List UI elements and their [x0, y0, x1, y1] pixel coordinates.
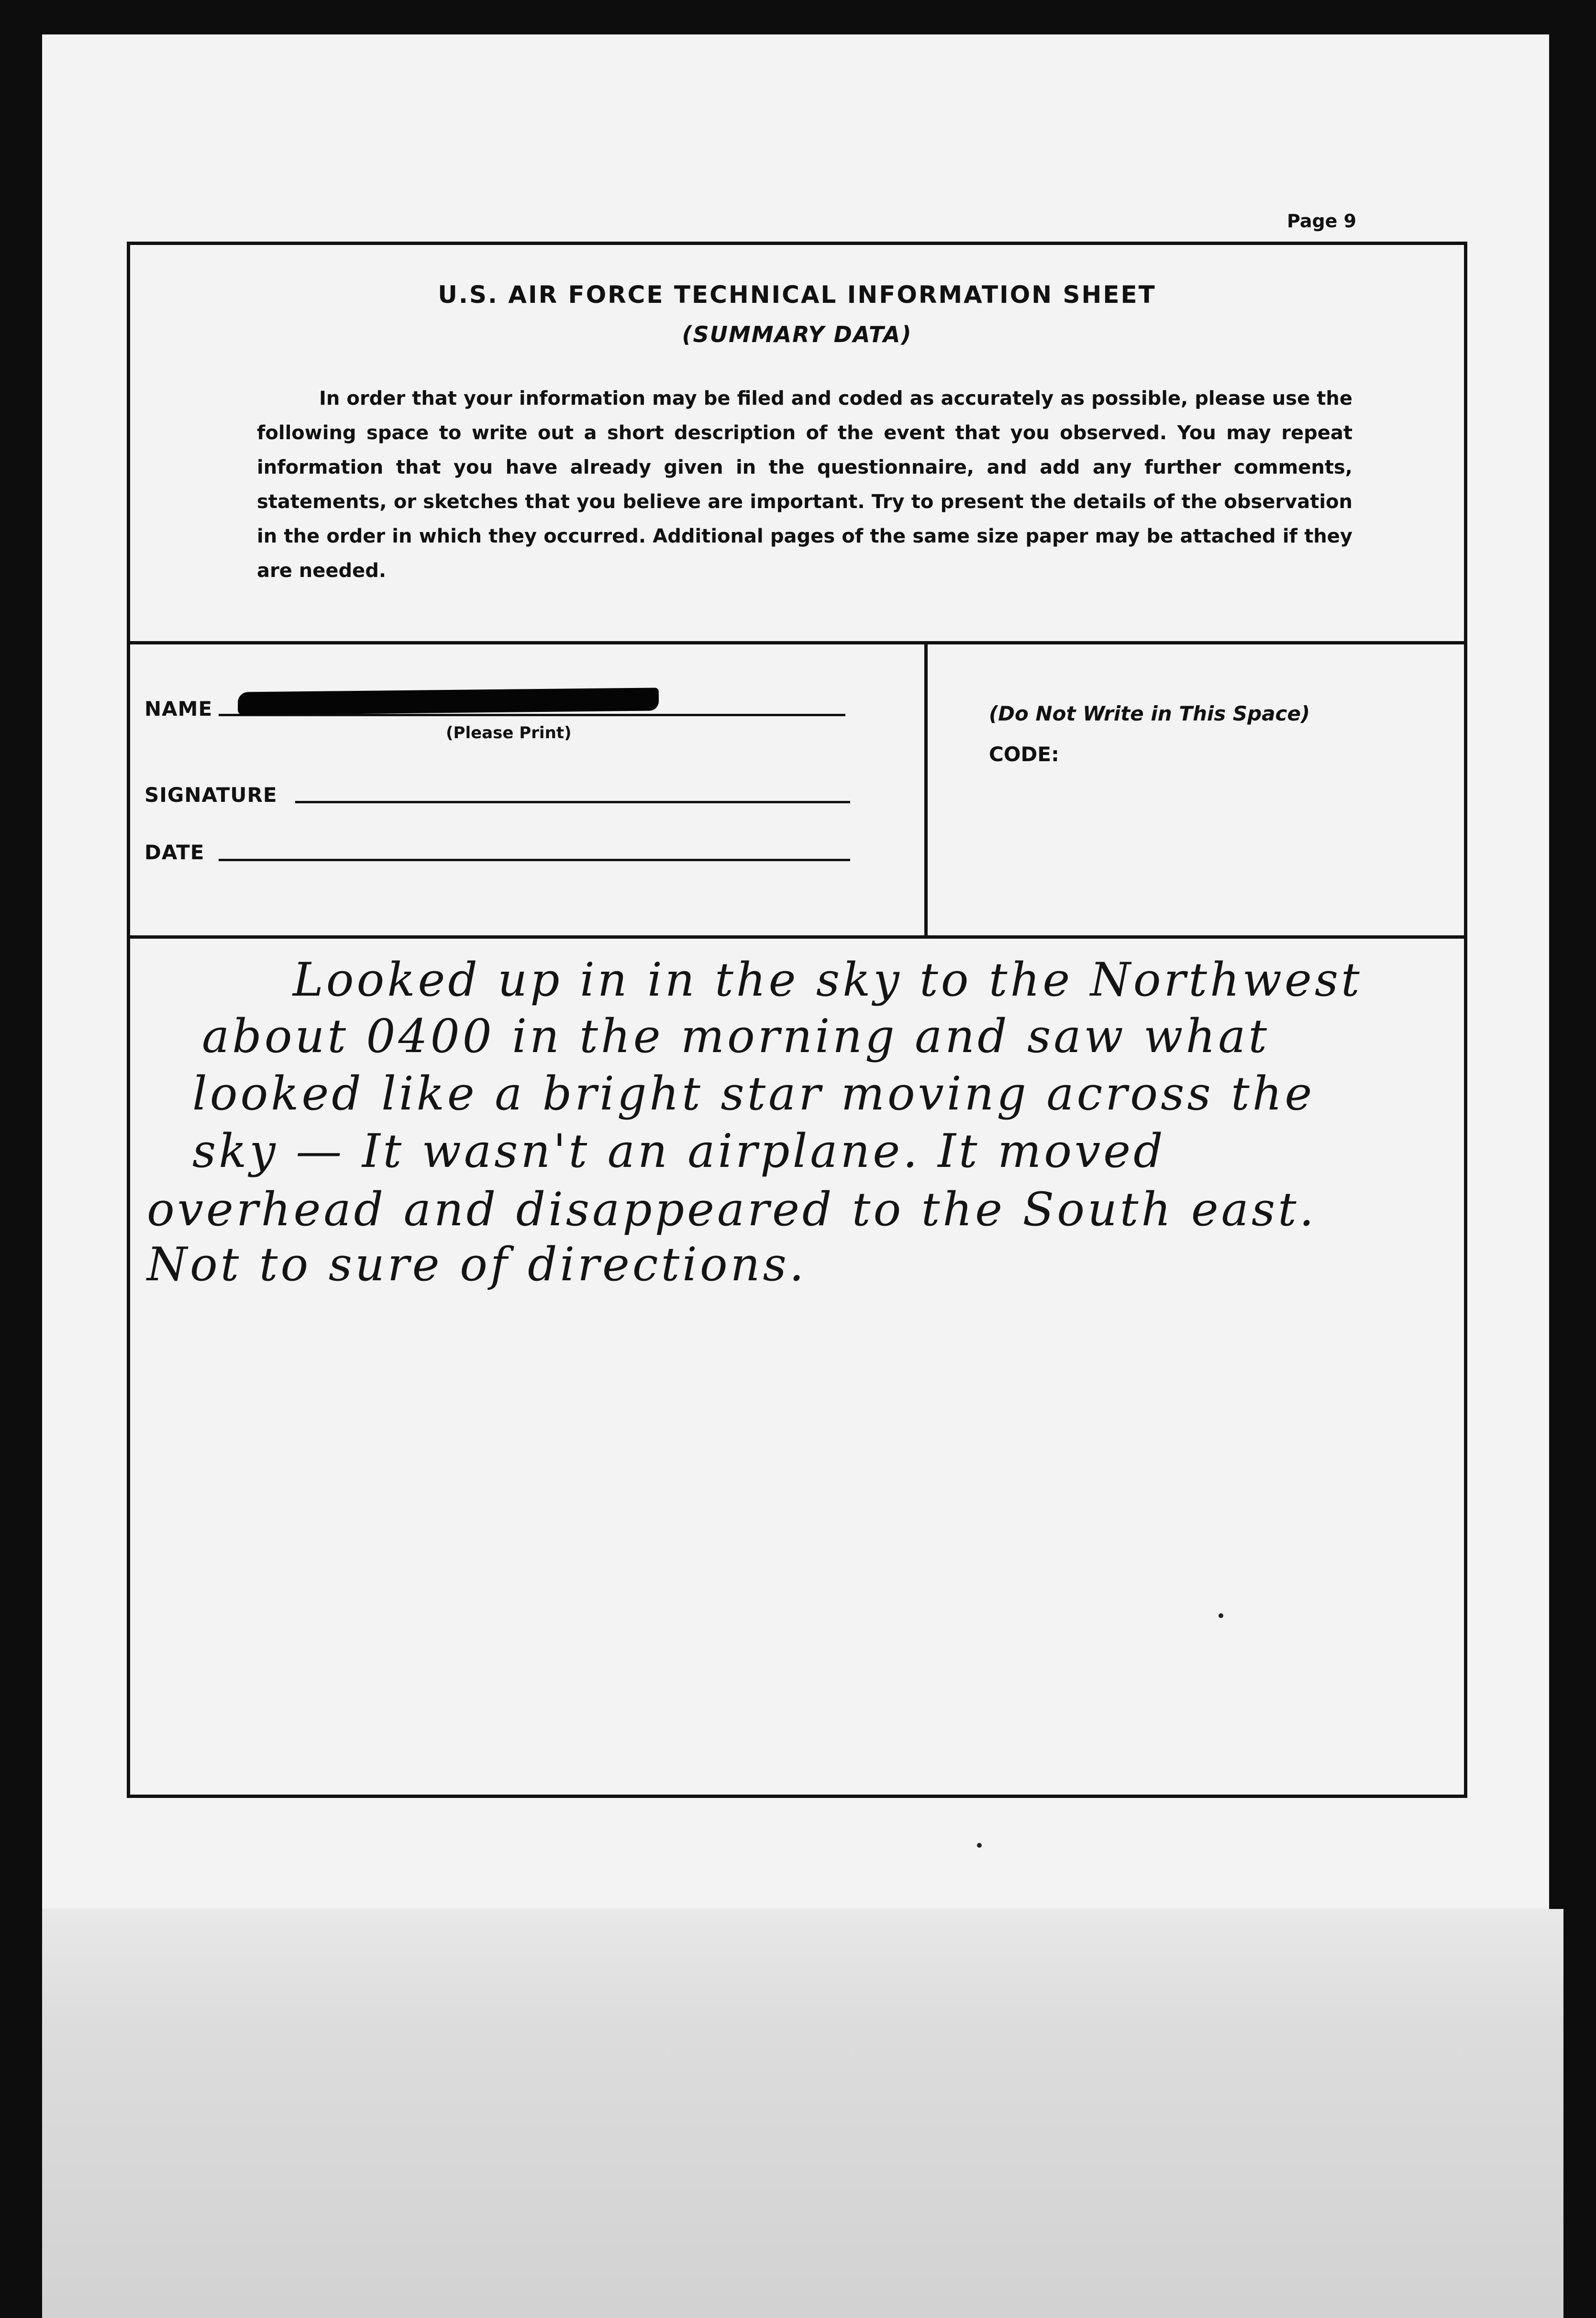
- narrative-line: about 0400 in the morning and saw what: [202, 1009, 1270, 1063]
- technical-information-sheet: [127, 242, 1467, 1798]
- signature-field[interactable]: [295, 801, 850, 803]
- reserved-space-label: (Do Not Write in This Space): [989, 702, 1310, 725]
- form-title: U.S. AIR FORCE TECHNICAL INFORMATION SHEET: [438, 281, 1156, 309]
- please-print-note: (Please Print): [446, 723, 572, 743]
- redaction-mark: [238, 688, 659, 715]
- page-number: Page 9: [1287, 211, 1357, 232]
- name-label: NAME: [144, 697, 213, 721]
- form-subtitle: (SUMMARY DATA): [682, 322, 912, 347]
- narrative-line: Looked up in in the sky to the Northwest: [293, 953, 1363, 1007]
- narrative-line: sky — It wasn't an airplane. It moved: [192, 1124, 1166, 1178]
- date-field[interactable]: [219, 859, 850, 861]
- date-label: DATE: [144, 841, 205, 864]
- form-instructions: In order that your information may be filed and coded as accurately as possible, please use the following space to write out a short description of the event that you observed. You may repeat information that you have already given in the questionnaire, and add any further comments, statements, or sketches that you believe are important. Try to present the details of the observation in the order in which they occurred. Additional pages of the same size paper may be attached if they are needed.: [257, 388, 1352, 582]
- code-label: CODE:: [989, 743, 1059, 766]
- scan-speck: [1219, 1613, 1223, 1618]
- narrative-line: Not to sure of directions.: [147, 1238, 807, 1291]
- form-header: [130, 245, 1464, 644]
- narrative-section: [130, 939, 1464, 1795]
- signature-label: SIGNATURE: [144, 783, 277, 807]
- narrative-line: overhead and disappeared to the South east.: [147, 1183, 1317, 1236]
- scan-background: [42, 1909, 1563, 2318]
- identification-section: [130, 644, 1464, 939]
- column-divider: [924, 644, 928, 935]
- scan-speck: [977, 1843, 982, 1848]
- narrative-line: looked like a bright star moving across the: [192, 1067, 1315, 1120]
